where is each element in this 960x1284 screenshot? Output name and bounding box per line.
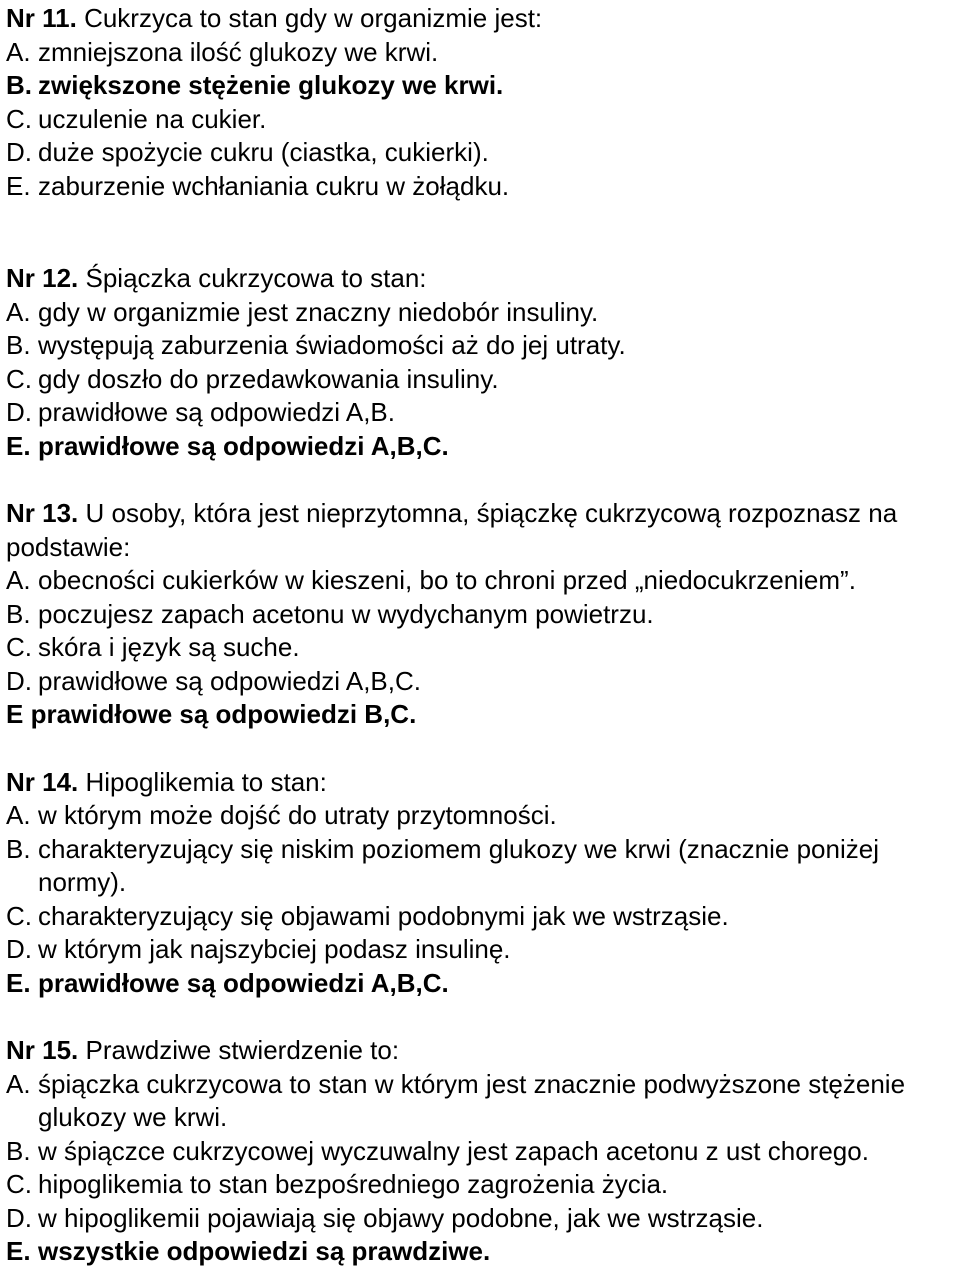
option-letter: E: [6, 699, 24, 729]
answer-option-a: [6, 799, 958, 833]
question-11: [6, 2, 958, 203]
option-letter: A.: [6, 36, 31, 67]
option-letter: A.: [6, 800, 31, 830]
question-number: Nr 15.: [6, 1035, 79, 1065]
question-heading: [6, 262, 958, 296]
question-text: Śpiączka cukrzycowa to stan:: [85, 263, 427, 293]
answer-option-e: [6, 1235, 958, 1269]
option-text: w śpiączce cukrzycowej wyczuwalny jest zapach acetonu z ust chorego.: [38, 1135, 869, 1166]
question-heading: [6, 2, 958, 36]
option-text: obecności cukierków w kieszeni, bo to chroni przed „niedocukrzeniem”.: [38, 565, 856, 595]
option-letter: E.: [6, 170, 31, 201]
answer-option-a: [6, 36, 958, 70]
answer-option-c: [6, 103, 958, 137]
question-number: Nr 14.: [6, 766, 79, 797]
question-text: Hipoglikemia to stan:: [85, 766, 327, 797]
quiz-page: [6, 0, 958, 1269]
answer-option-a: [6, 564, 958, 598]
answer-option-d: [6, 933, 958, 967]
option-text: duże spożycie cukru (ciastka, cukierki).: [38, 137, 489, 167]
section-spacer: [6, 1000, 958, 1034]
option-letter: B.: [6, 70, 32, 100]
option-letter: A.: [6, 1068, 31, 1099]
answer-option-e: [6, 430, 958, 464]
option-text: prawidłowe są odpowiedzi A,B,C.: [38, 430, 449, 461]
option-letter: D.: [6, 934, 32, 964]
answer-option-d: [6, 665, 958, 699]
question-heading: [6, 497, 956, 564]
option-text: skóra i język są suche.: [38, 632, 300, 662]
option-text: prawidłowe są odpowiedzi A,B.: [38, 397, 395, 427]
answer-option-d: [6, 396, 958, 430]
section-spacer: [6, 732, 958, 766]
answer-option-e: [6, 170, 958, 204]
option-text: charakteryzujący się objawami podobnymi jak we wstrząsie.: [38, 900, 729, 931]
option-text: prawidłowe są odpowiedzi A,B,C.: [38, 665, 421, 696]
option-letter: D.: [6, 665, 32, 696]
option-text: wszystkie odpowiedzi są prawdziwe.: [38, 1236, 491, 1266]
option-letter: B.: [6, 598, 31, 629]
answer-option-b: [6, 1135, 958, 1169]
option-letter: E.: [6, 1236, 31, 1266]
option-text: występują zaburzenia świadomości aż do jej utraty.: [38, 330, 626, 360]
answer-option-a: [6, 296, 958, 330]
answer-option-b: [6, 598, 958, 632]
answer-option-b: [6, 69, 958, 103]
option-letter: C.: [6, 103, 32, 134]
question-12: [6, 262, 958, 463]
question-heading: [6, 1034, 958, 1068]
answer-option-d: [6, 1202, 958, 1236]
question-text: Prawdziwe stwierdzenie to:: [85, 1035, 400, 1065]
question-13: [6, 497, 958, 732]
question-number: Nr 13.: [6, 498, 79, 528]
option-letter: C.: [6, 900, 32, 931]
option-text: prawidłowe są odpowiedzi B,C.: [30, 699, 417, 729]
question-heading: [6, 766, 958, 800]
option-letter: D.: [6, 397, 32, 427]
option-text: śpiączka cukrzycowa to stan w którym jest znacznie podwyższone stężenie glukozy we krwi.: [38, 1068, 906, 1132]
option-text: uczulenie na cukier.: [38, 103, 267, 134]
option-text: w którym może dojść do utraty przytomności.: [38, 800, 557, 830]
option-letter: A.: [6, 296, 31, 327]
option-letter: E.: [6, 967, 31, 998]
section-spacer: [6, 463, 958, 497]
option-letter: A.: [6, 565, 31, 595]
question-15: [6, 1034, 958, 1269]
option-letter: B.: [6, 1135, 31, 1166]
question-text: Cukrzyca to stan gdy w organizmie jest:: [84, 3, 543, 33]
answer-option-a: [6, 1068, 958, 1135]
option-letter: D.: [6, 137, 32, 167]
option-text: gdy doszło do przedawkowania insuliny.: [38, 363, 499, 394]
question-text: U osoby, która jest nieprzytomna, śpiączkę cukrzycową rozpoznasz na podstawie:: [6, 498, 898, 562]
option-text: prawidłowe są odpowiedzi A,B,C.: [38, 967, 449, 998]
option-letter: C.: [6, 363, 32, 394]
question-number: Nr 11.: [6, 3, 77, 33]
answer-option-d: [6, 136, 958, 170]
option-text: w hipoglikemii pojawiają się objawy podobne, jak we wstrząsie.: [38, 1202, 764, 1233]
answer-option-b: [6, 833, 958, 900]
answer-option-c: [6, 900, 958, 934]
option-letter: E.: [6, 430, 31, 461]
option-text: zwiększone stężenie glukozy we krwi.: [38, 70, 504, 100]
option-text: zmniejszona ilość glukozy we krwi.: [38, 36, 439, 67]
answer-option-e: [6, 967, 958, 1001]
option-text: hipoglikemia to stan bezpośredniego zagrożenia życia.: [38, 1169, 669, 1199]
option-text: w którym jak najszybciej podasz insulinę.: [38, 934, 511, 964]
option-letter: C.: [6, 632, 32, 662]
answer-option-b: [6, 329, 958, 363]
option-text: charakteryzujący się niskim poziomem glukozy we krwi (znacznie poniżej normy).: [38, 833, 879, 897]
option-letter: C.: [6, 1169, 32, 1199]
answer-option-c: [6, 1168, 958, 1202]
option-letter: D.: [6, 1202, 32, 1233]
option-text: gdy w organizmie jest znaczny niedobór insuliny.: [38, 296, 599, 327]
answer-option-c: [6, 631, 958, 665]
question-number: Nr 12.: [6, 263, 79, 293]
answer-option-c: [6, 363, 958, 397]
option-letter: B.: [6, 833, 31, 864]
option-text: poczujesz zapach acetonu w wydychanym powietrzu.: [38, 598, 654, 629]
question-14: [6, 766, 958, 1001]
option-text: zaburzenie wchłaniania cukru w żołądku.: [38, 170, 510, 201]
answer-option-e: [6, 698, 958, 732]
option-letter: B.: [6, 330, 31, 360]
